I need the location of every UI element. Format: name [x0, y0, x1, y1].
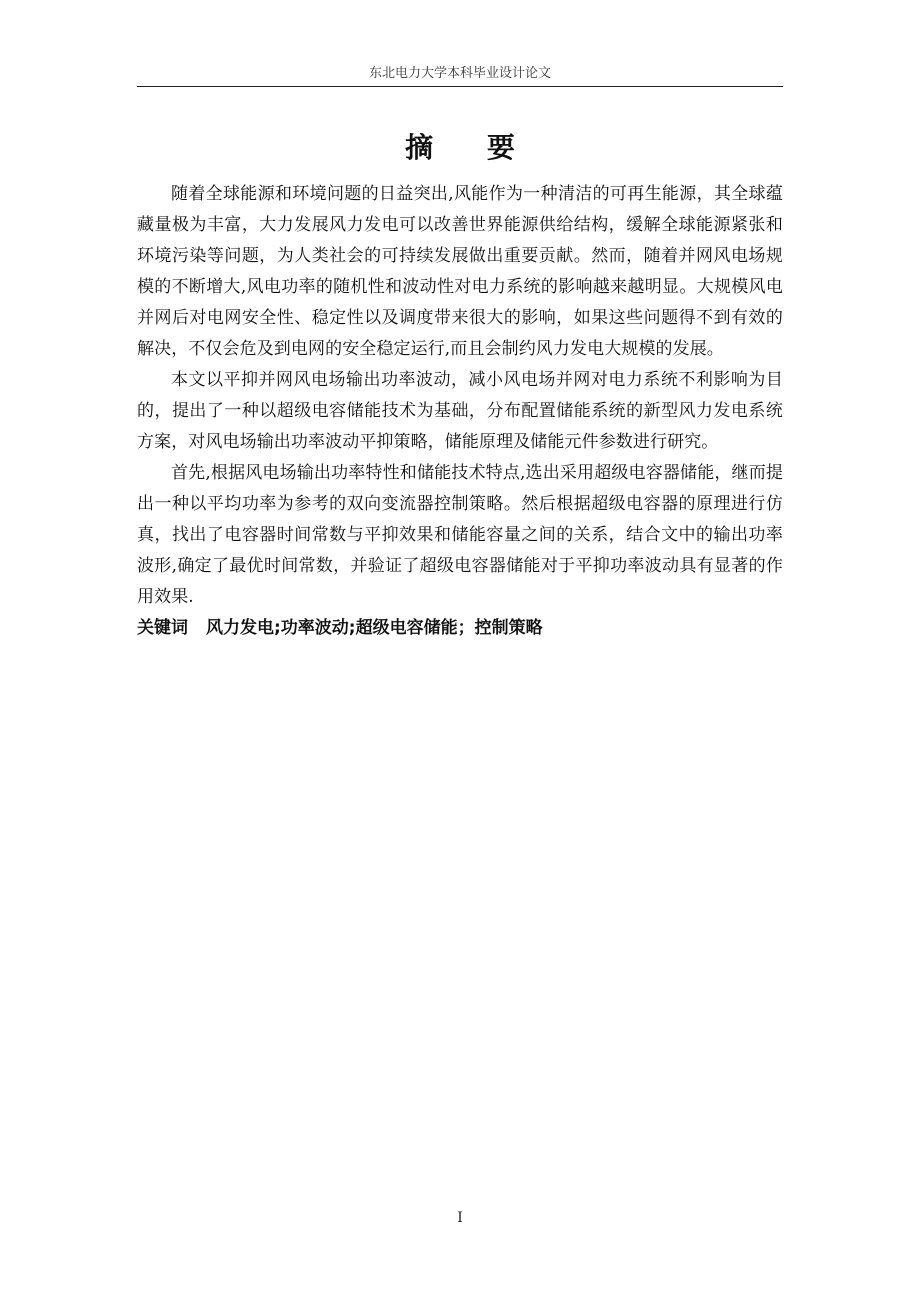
- keywords-line: [137, 613, 783, 644]
- keywords-label: 关键词: [137, 618, 188, 638]
- page-number: I: [457, 1210, 463, 1226]
- header-title: 东北电力大学本科毕业设计论文: [368, 66, 551, 81]
- abstract-paragraph-3: 首先,根据风电场输出功率特性和储能技术特点,选出采用超级电容器储能，继而提出一种以平均功率为参考的双向变流器控制策略。然后根据超级电容器的原理进行仿真，找出了电容器时间常数与平抑效果和储能容量之间的关系，结合文中的输出功率波形,确定了最优时间常数，并验证了超级电容器储能对于平抑功率波动具有显著的作用效果.: [137, 463, 783, 607]
- page-header: [137, 64, 783, 87]
- abstract-title: 摘 要: [405, 131, 537, 164]
- keywords-text: 风力发电;功率波动;超级电容储能；控制策略: [206, 618, 543, 638]
- abstract-body: [137, 179, 783, 644]
- abstract-paragraph-1: 随着全球能源和环境问题的日益突出,风能作为一种清洁的可再生能源，其全球蕴藏量极为丰富，大力发展风力发电可以改善世界能源供给结构，缓解全球能源紧张和环境污染等问题，为人类社会的可持续发展做出重要贡献。然而，随着并网风电场规模的不断增大,风电功率的随机性和波动性对电力系统的影响越来越明显。大规模风电并网后对电网安全性、稳定性以及调度带来很大的影响，如果这些问题得不到有效的解决，不仅会危及到电网的安全稳定运行,而且会制约风力发电大规模的发展。: [137, 184, 783, 359]
- abstract-paragraph-2: 本文以平抑并网风电场输出功率波动，减小风电场并网对电力系统不利影响为目的，提出了一种以超级电容储能技术为基础，分布配置储能系统的新型风力发电系统方案，对风电场输出功率波动平抑策略，储能原理及储能元件参数进行研究。: [137, 370, 783, 452]
